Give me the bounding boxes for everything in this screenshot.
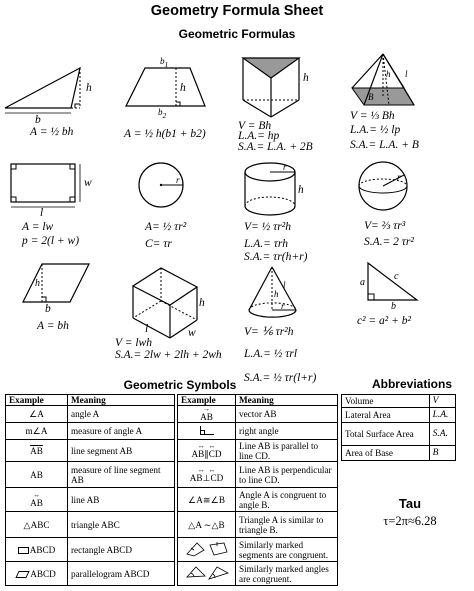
- circle-label-r: r: [176, 175, 180, 185]
- symbol-example: ∠A: [6, 406, 68, 423]
- cylinder-label-h: h: [298, 184, 304, 196]
- symbol-example: △ABC: [6, 512, 68, 538]
- pyramid-label-h: h: [386, 69, 391, 79]
- rectangle-label-w: w: [84, 177, 92, 189]
- triangle-formula: A = ½ bh: [30, 126, 74, 138]
- symbol-example-text: AB∥CD: [191, 448, 222, 459]
- parallelogram-icon: [16, 571, 30, 578]
- symbols-left-header-meaning: Meaning: [68, 395, 175, 406]
- symbols-title: Geometric Symbols: [123, 378, 237, 392]
- abbreviations-table: [341, 394, 456, 461]
- triangle-label-b: b: [35, 114, 41, 126]
- symbol-example: [178, 423, 236, 440]
- sphere-label-r: r: [397, 172, 401, 182]
- rectangle-formula-2: p = 2(l + w): [22, 235, 80, 247]
- box-formula-2: S.A.= 2lw + 2lh + 2wh: [115, 349, 222, 361]
- parallelogram-label-b: b: [45, 303, 51, 315]
- symbol-meaning: measure of line segment AB: [68, 462, 175, 488]
- parallelogram-formula: A = bh: [37, 320, 69, 332]
- symbol-example: △A ∼△B: [178, 512, 236, 538]
- symbol-meaning: parallelogram ABCD: [68, 562, 175, 586]
- tau-title: Tau: [398, 496, 422, 511]
- page-title: Geometry Formula Sheet: [150, 3, 324, 19]
- symbol-meaning: triangle ABC: [68, 512, 175, 538]
- symbol-example: ∠A≅∠B: [178, 488, 236, 512]
- symbol-example: ↔ ↔ AB∥CD: [178, 440, 236, 462]
- cylinder-formula-1: V= ½ τr²h: [244, 221, 291, 233]
- circle-formula-2: C= τr: [145, 238, 172, 250]
- symbol-example: [6, 562, 68, 586]
- pyramid-formula-2: L.A.= ½ lp: [350, 124, 401, 136]
- right-triangle-formula: c² = a² + b²: [357, 315, 411, 327]
- cone-formula-2: L.A.= ½ τrl: [244, 348, 298, 360]
- section-title-formulas: Geometric Formulas: [178, 27, 296, 41]
- cylinder-formula-2: L.A.= τrh: [244, 238, 288, 250]
- tau-value: τ=2π≈6.28: [383, 514, 437, 528]
- symbol-example: $\overline{AB}$: [6, 440, 68, 462]
- box-label-w: w: [188, 327, 196, 339]
- abbreviation-name: Lateral Area: [342, 408, 430, 423]
- symbols-right-header-meaning: Meaning: [236, 395, 338, 406]
- symbol-meaning: right angle: [236, 423, 338, 440]
- right-triangle-label-c: c: [394, 271, 399, 282]
- symbol-example-text: ABCD: [30, 568, 56, 579]
- symbol-example-text: AB: [200, 411, 213, 422]
- symbol-meaning: Line AB is perpendicular to line CD.: [236, 462, 338, 488]
- symbol-example: [6, 538, 68, 562]
- cone-formula-3: S.A.= ½ τr(l+r): [244, 372, 317, 384]
- cone-formula-1: V= ⅙ τr²h: [244, 326, 294, 338]
- abbreviation-name: Total Surface Area: [342, 423, 430, 446]
- abbreviation-value: B: [429, 446, 455, 461]
- abbreviation-name: Volume: [342, 395, 430, 408]
- symbol-meaning: line segment AB: [68, 440, 175, 462]
- symbol-example-text: AB⊥CD: [189, 472, 224, 483]
- symbol-meaning: Similarly marked segments are congruent.: [236, 538, 338, 562]
- trapezoid-label-h: h: [180, 82, 186, 94]
- abbreviation-name: Area of Base: [342, 446, 430, 461]
- abbreviation-value: V: [429, 395, 455, 408]
- abbreviations-title: Abbreviations: [371, 377, 452, 391]
- sphere-formula-1: V= ⅔ τr³: [364, 220, 406, 232]
- sphere-formula-2: S.A.= 2 τr²: [364, 236, 414, 248]
- symbol-meaning: angle A: [68, 406, 175, 423]
- symbols-table-left: [5, 394, 175, 586]
- cylinder-formula-3: S.A.= τr(h+r): [244, 251, 308, 263]
- symbol-example-text: AB: [30, 497, 43, 508]
- prism-formula-1: V = Bh: [238, 120, 272, 132]
- abbreviation-value: L.A.: [429, 408, 455, 423]
- trapezoid-label-b1: $b_1$: [160, 56, 169, 69]
- rectangle-label-l: l: [40, 207, 44, 219]
- right-triangle-label-b: b: [391, 301, 396, 312]
- prism-label-h: h: [303, 72, 309, 84]
- circle-formula-1: A= ½ τr²: [145, 221, 187, 233]
- box-label-l: l: [145, 323, 149, 335]
- trapezoid-formula: A = ½ h(b1 + b2): [124, 128, 206, 140]
- pyramid-formula-1: V = ⅓ Bh: [350, 110, 395, 122]
- symbol-meaning: Line AB is parallel to line CD.: [236, 440, 338, 462]
- parallelogram-label-h: h: [35, 278, 40, 289]
- symbol-meaning: Similarly marked angles are congruent.: [236, 562, 338, 586]
- prism-formula-2: L.A.= hp: [238, 130, 280, 142]
- symbol-meaning: measure of angle A: [68, 423, 175, 440]
- cylinder-label-r: r: [283, 162, 287, 172]
- pyramid-label-l: l: [405, 69, 408, 79]
- symbol-example: m∠A: [6, 423, 68, 440]
- congruent-angles-icon: [178, 562, 236, 586]
- symbols-table-right: [177, 394, 338, 586]
- congruent-segments-icon: [178, 538, 236, 562]
- pyramid-label-B: B: [368, 92, 374, 102]
- symbol-meaning: rectangle ABCD: [68, 538, 175, 562]
- symbol-meaning: Angle A is congruent to angle B.: [236, 488, 338, 512]
- rectangle-formula-1: A = lw: [22, 221, 54, 233]
- right-angle-icon: [200, 426, 214, 435]
- cone-label-l: l: [283, 280, 286, 290]
- cone-label-r: r: [281, 301, 285, 311]
- symbol-example: ↔ ↔ AB⊥CD: [178, 462, 236, 488]
- pyramid-formula-3: S.A.= L.A. + B: [350, 139, 419, 151]
- triangle-label-h: h: [86, 82, 92, 94]
- abbreviation-value: S.A.: [429, 423, 455, 446]
- symbol-meaning: Triangle A is similar to triangle B.: [236, 512, 338, 538]
- symbol-example: AB: [6, 462, 68, 488]
- symbol-meaning: line AB: [68, 488, 175, 512]
- box-label-h: h: [199, 297, 205, 309]
- symbol-example: → AB: [178, 406, 236, 423]
- rectangle-icon: [18, 547, 29, 554]
- symbol-example-text: ABCD: [29, 544, 56, 555]
- symbol-meaning: vector AB: [236, 406, 338, 423]
- symbol-example: ↔ AB: [6, 488, 68, 512]
- prism-formula-3: S.A.= L.A. + 2B: [238, 141, 313, 153]
- box-formula-1: V = lwh: [115, 337, 152, 349]
- cone-label-h: h: [274, 289, 279, 299]
- symbols-left-header-example: Example: [6, 395, 68, 406]
- right-triangle-label-a: a: [360, 277, 365, 288]
- symbols-right-header-example: Example: [178, 395, 236, 406]
- trapezoid-label-b2: $b_2$: [158, 107, 167, 120]
